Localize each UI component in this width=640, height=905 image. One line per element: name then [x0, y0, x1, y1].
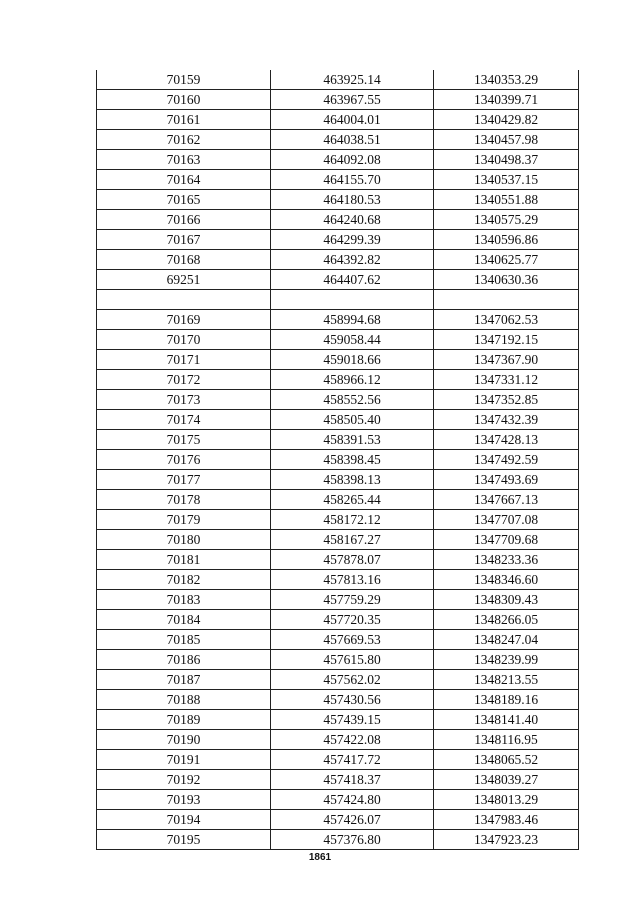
easting-cell: 457878.07	[271, 550, 434, 570]
table-row	[97, 350, 579, 370]
point-id-cell: 70163	[97, 150, 271, 170]
northing-cell: 1340551.88	[434, 190, 579, 210]
table-row	[97, 610, 579, 630]
point-id-cell	[97, 290, 271, 310]
point-id-cell: 70173	[97, 390, 271, 410]
table-row	[97, 570, 579, 590]
easting-cell: 464004.01	[271, 110, 434, 130]
easting-cell: 463925.14	[271, 70, 434, 90]
northing-cell: 1347983.46	[434, 810, 579, 830]
point-id-cell: 70191	[97, 750, 271, 770]
point-id-cell: 70182	[97, 570, 271, 590]
northing-cell: 1348266.05	[434, 610, 579, 630]
point-id-cell: 70181	[97, 550, 271, 570]
northing-cell: 1348013.29	[434, 790, 579, 810]
easting-cell: 458265.44	[271, 490, 434, 510]
point-id-cell: 70172	[97, 370, 271, 390]
northing-cell: 1347352.85	[434, 390, 579, 410]
table-row	[97, 310, 579, 330]
northing-cell: 1340429.82	[434, 110, 579, 130]
easting-cell: 464299.39	[271, 230, 434, 250]
table-row	[97, 210, 579, 230]
table-row	[97, 510, 579, 530]
northing-cell: 1348233.36	[434, 550, 579, 570]
easting-cell: 459058.44	[271, 330, 434, 350]
table-row	[97, 730, 579, 750]
northing-cell: 1348039.27	[434, 770, 579, 790]
northing-cell: 1347432.39	[434, 410, 579, 430]
point-id-cell: 70189	[97, 710, 271, 730]
easting-cell: 458167.27	[271, 530, 434, 550]
point-id-cell: 70167	[97, 230, 271, 250]
northing-cell: 1348346.60	[434, 570, 579, 590]
easting-cell: 457562.02	[271, 670, 434, 690]
easting-cell: 457439.15	[271, 710, 434, 730]
easting-cell: 457813.16	[271, 570, 434, 590]
point-id-cell: 70194	[97, 810, 271, 830]
easting-cell: 458398.13	[271, 470, 434, 490]
easting-cell: 457430.56	[271, 690, 434, 710]
table-row	[97, 390, 579, 410]
table-row	[97, 250, 579, 270]
northing-cell: 1347923.23	[434, 830, 579, 850]
table-row	[97, 290, 579, 310]
easting-cell: 457759.29	[271, 590, 434, 610]
table-row	[97, 590, 579, 610]
point-id-cell: 70161	[97, 110, 271, 130]
table-row	[97, 750, 579, 770]
table-row	[97, 110, 579, 130]
point-id-cell: 70188	[97, 690, 271, 710]
table-row	[97, 230, 579, 250]
easting-cell: 457426.07	[271, 810, 434, 830]
table-row	[97, 90, 579, 110]
coordinates-table-body	[97, 70, 579, 850]
northing-cell: 1347428.13	[434, 430, 579, 450]
easting-cell: 464392.82	[271, 250, 434, 270]
point-id-cell: 70175	[97, 430, 271, 450]
northing-cell: 1348247.04	[434, 630, 579, 650]
point-id-cell: 70192	[97, 770, 271, 790]
easting-cell: 464038.51	[271, 130, 434, 150]
northing-cell: 1347709.68	[434, 530, 579, 550]
easting-cell: 458505.40	[271, 410, 434, 430]
table-row	[97, 690, 579, 710]
table-row	[97, 270, 579, 290]
table-row	[97, 630, 579, 650]
northing-cell: 1340575.29	[434, 210, 579, 230]
point-id-cell: 70184	[97, 610, 271, 630]
northing-cell	[434, 290, 579, 310]
easting-cell: 457669.53	[271, 630, 434, 650]
table-row	[97, 710, 579, 730]
table-row	[97, 830, 579, 850]
northing-cell: 1340537.15	[434, 170, 579, 190]
easting-cell: 464407.62	[271, 270, 434, 290]
easting-cell: 464240.68	[271, 210, 434, 230]
point-id-cell: 70186	[97, 650, 271, 670]
table-row	[97, 530, 579, 550]
page-number: 1861	[308, 852, 332, 863]
point-id-cell: 70162	[97, 130, 271, 150]
point-id-cell: 70193	[97, 790, 271, 810]
table-row	[97, 150, 579, 170]
northing-cell: 1340596.86	[434, 230, 579, 250]
table-row	[97, 670, 579, 690]
northing-cell: 1340457.98	[434, 130, 579, 150]
northing-cell: 1347493.69	[434, 470, 579, 490]
point-id-cell: 69251	[97, 270, 271, 290]
northing-cell: 1340498.37	[434, 150, 579, 170]
northing-cell: 1348189.16	[434, 690, 579, 710]
easting-cell: 457720.35	[271, 610, 434, 630]
table-row	[97, 490, 579, 510]
easting-cell: 457424.80	[271, 790, 434, 810]
table-row	[97, 550, 579, 570]
table-row	[97, 470, 579, 490]
easting-cell: 457417.72	[271, 750, 434, 770]
easting-cell: 458994.68	[271, 310, 434, 330]
point-id-cell: 70168	[97, 250, 271, 270]
point-id-cell: 70195	[97, 830, 271, 850]
point-id-cell: 70169	[97, 310, 271, 330]
table-row	[97, 430, 579, 450]
northing-cell: 1340353.29	[434, 70, 579, 90]
easting-cell: 457615.80	[271, 650, 434, 670]
point-id-cell: 70170	[97, 330, 271, 350]
table-row	[97, 190, 579, 210]
easting-cell: 463967.55	[271, 90, 434, 110]
easting-cell: 457376.80	[271, 830, 434, 850]
table-row	[97, 70, 579, 90]
point-id-cell: 70164	[97, 170, 271, 190]
point-id-cell: 70160	[97, 90, 271, 110]
table-row	[97, 410, 579, 430]
northing-cell: 1340399.71	[434, 90, 579, 110]
point-id-cell: 70165	[97, 190, 271, 210]
easting-cell: 464155.70	[271, 170, 434, 190]
point-id-cell: 70166	[97, 210, 271, 230]
northing-cell: 1347331.12	[434, 370, 579, 390]
point-id-cell: 70177	[97, 470, 271, 490]
point-id-cell: 70180	[97, 530, 271, 550]
table-row	[97, 790, 579, 810]
point-id-cell: 70187	[97, 670, 271, 690]
table-row	[97, 770, 579, 790]
table-row	[97, 810, 579, 830]
northing-cell: 1347367.90	[434, 350, 579, 370]
northing-cell: 1348141.40	[434, 710, 579, 730]
easting-cell: 464180.53	[271, 190, 434, 210]
northing-cell: 1348239.99	[434, 650, 579, 670]
easting-cell	[271, 290, 434, 310]
easting-cell: 458552.56	[271, 390, 434, 410]
northing-cell: 1348213.55	[434, 670, 579, 690]
easting-cell: 458966.12	[271, 370, 434, 390]
easting-cell: 458172.12	[271, 510, 434, 530]
table-row	[97, 370, 579, 390]
point-id-cell: 70159	[97, 70, 271, 90]
table-row	[97, 170, 579, 190]
point-id-cell: 70171	[97, 350, 271, 370]
point-id-cell: 70178	[97, 490, 271, 510]
northing-cell: 1347707.08	[434, 510, 579, 530]
table-row	[97, 130, 579, 150]
easting-cell: 457418.37	[271, 770, 434, 790]
point-id-cell: 70179	[97, 510, 271, 530]
point-id-cell: 70176	[97, 450, 271, 470]
northing-cell: 1347667.13	[434, 490, 579, 510]
easting-cell: 458398.45	[271, 450, 434, 470]
point-id-cell: 70174	[97, 410, 271, 430]
northing-cell: 1348065.52	[434, 750, 579, 770]
table-row	[97, 330, 579, 350]
point-id-cell: 70190	[97, 730, 271, 750]
point-id-cell: 70185	[97, 630, 271, 650]
northing-cell: 1340630.36	[434, 270, 579, 290]
easting-cell: 457422.08	[271, 730, 434, 750]
northing-cell: 1347062.53	[434, 310, 579, 330]
easting-cell: 464092.08	[271, 150, 434, 170]
table-row	[97, 650, 579, 670]
northing-cell: 1348116.95	[434, 730, 579, 750]
easting-cell: 458391.53	[271, 430, 434, 450]
point-id-cell: 70183	[97, 590, 271, 610]
northing-cell: 1348309.43	[434, 590, 579, 610]
northing-cell: 1347492.59	[434, 450, 579, 470]
table-row	[97, 450, 579, 470]
coordinates-table	[96, 70, 579, 850]
easting-cell: 459018.66	[271, 350, 434, 370]
northing-cell: 1340625.77	[434, 250, 579, 270]
northing-cell: 1347192.15	[434, 330, 579, 350]
